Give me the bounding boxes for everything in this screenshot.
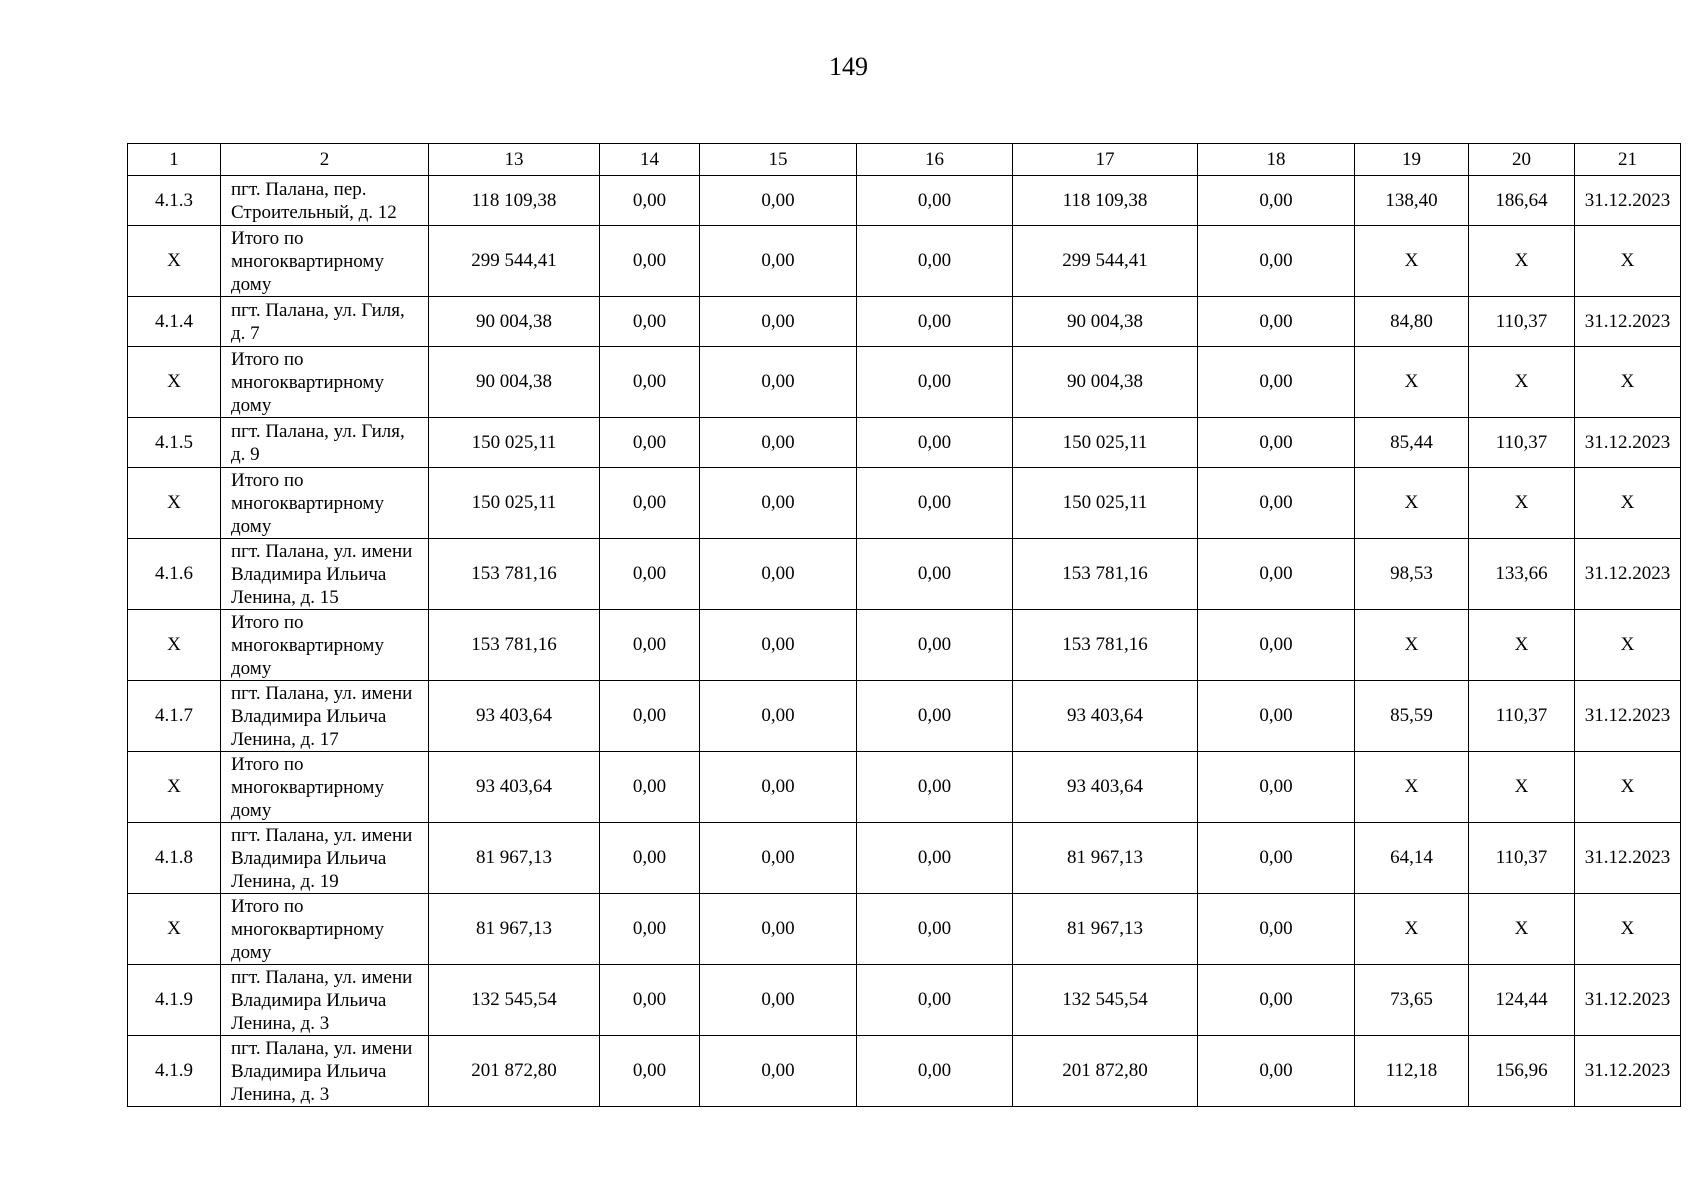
value-cell: 93 403,64 — [1013, 752, 1198, 823]
row-number: 4.1.9 — [128, 1036, 221, 1107]
address-cell: Итого по многоквартирному дому — [221, 226, 429, 297]
value-cell: 0,00 — [600, 226, 700, 297]
date-cell: X — [1575, 610, 1681, 681]
value-cell: 0,00 — [600, 418, 700, 468]
value-cell: 0,00 — [857, 965, 1013, 1036]
value-cell: 0,00 — [857, 297, 1013, 347]
value-cell: 93 403,64 — [1013, 681, 1198, 752]
value-cell: 299 544,41 — [1013, 226, 1198, 297]
table-row — [128, 418, 1681, 468]
address-cell: Итого по многоквартирному дому — [221, 752, 429, 823]
table-row — [128, 965, 1681, 1036]
value-cell: 118 109,38 — [1013, 176, 1198, 226]
value-cell: 64,14 — [1355, 823, 1469, 894]
column-header: 2 — [221, 144, 429, 176]
value-cell: 0,00 — [600, 539, 700, 610]
date-cell: X — [1575, 347, 1681, 418]
value-cell: 0,00 — [857, 539, 1013, 610]
date-cell: 31.12.2023 — [1575, 539, 1681, 610]
value-cell: 0,00 — [700, 176, 857, 226]
column-header: 17 — [1013, 144, 1198, 176]
value-cell: 0,00 — [600, 894, 700, 965]
value-cell: 0,00 — [700, 347, 857, 418]
table-row — [128, 539, 1681, 610]
row-number: X — [128, 226, 221, 297]
table-row — [128, 347, 1681, 418]
value-cell: X — [1469, 752, 1575, 823]
value-cell: X — [1469, 347, 1575, 418]
value-cell: 156,96 — [1469, 1036, 1575, 1107]
address-cell: пгт. Палана, ул. Гиля, д. 7 — [221, 297, 429, 347]
value-cell: 0,00 — [1198, 1036, 1355, 1107]
value-cell: 0,00 — [1198, 468, 1355, 539]
value-cell: 133,66 — [1469, 539, 1575, 610]
date-cell: X — [1575, 468, 1681, 539]
date-cell: 31.12.2023 — [1575, 297, 1681, 347]
value-cell: 112,18 — [1355, 1036, 1469, 1107]
table-row — [128, 468, 1681, 539]
value-cell: 0,00 — [700, 752, 857, 823]
value-cell: 0,00 — [600, 347, 700, 418]
table-row — [128, 226, 1681, 297]
row-number: X — [128, 752, 221, 823]
address-cell: пгт. Палана, ул. Гиля, д. 9 — [221, 418, 429, 468]
value-cell: 0,00 — [1198, 752, 1355, 823]
value-cell: X — [1469, 468, 1575, 539]
value-cell: 150 025,11 — [429, 468, 600, 539]
column-header: 1 — [128, 144, 221, 176]
value-cell: 186,64 — [1469, 176, 1575, 226]
date-cell: 31.12.2023 — [1575, 1036, 1681, 1107]
column-header: 20 — [1469, 144, 1575, 176]
table-row — [128, 1036, 1681, 1107]
value-cell: 0,00 — [857, 418, 1013, 468]
value-cell: 84,80 — [1355, 297, 1469, 347]
value-cell: 0,00 — [700, 226, 857, 297]
value-cell: 110,37 — [1469, 681, 1575, 752]
column-header: 15 — [700, 144, 857, 176]
value-cell: 153 781,16 — [1013, 610, 1198, 681]
address-cell: Итого по многоквартирному дому — [221, 610, 429, 681]
address-cell: пгт. Палана, ул. имени Владимира Ильича Ленина, д. 3 — [221, 1036, 429, 1107]
value-cell: 93 403,64 — [429, 752, 600, 823]
value-cell: 0,00 — [857, 176, 1013, 226]
row-number: X — [128, 610, 221, 681]
address-cell: пгт. Палана, ул. имени Владимира Ильича Ленина, д. 3 — [221, 965, 429, 1036]
value-cell: 132 545,54 — [1013, 965, 1198, 1036]
value-cell: X — [1355, 226, 1469, 297]
value-cell: 0,00 — [857, 347, 1013, 418]
value-cell: 90 004,38 — [429, 347, 600, 418]
column-header: 13 — [429, 144, 600, 176]
value-cell: 124,44 — [1469, 965, 1575, 1036]
table-row — [128, 894, 1681, 965]
value-cell: X — [1355, 347, 1469, 418]
value-cell: 0,00 — [700, 539, 857, 610]
address-cell: пгт. Палана, пер. Строительный, д. 12 — [221, 176, 429, 226]
value-cell: 0,00 — [700, 468, 857, 539]
value-cell: 110,37 — [1469, 823, 1575, 894]
row-number: X — [128, 894, 221, 965]
date-cell: X — [1575, 226, 1681, 297]
value-cell: 0,00 — [857, 823, 1013, 894]
value-cell: 0,00 — [1198, 965, 1355, 1036]
value-cell: 0,00 — [700, 1036, 857, 1107]
date-cell: X — [1575, 752, 1681, 823]
value-cell: 0,00 — [857, 468, 1013, 539]
address-cell: пгт. Палана, ул. имени Владимира Ильича Ленина, д. 17 — [221, 681, 429, 752]
row-number: 4.1.5 — [128, 418, 221, 468]
column-header: 14 — [600, 144, 700, 176]
address-cell: Итого по многоквартирному дому — [221, 347, 429, 418]
column-header: 19 — [1355, 144, 1469, 176]
value-cell: 0,00 — [600, 965, 700, 1036]
value-cell: 0,00 — [1198, 681, 1355, 752]
value-cell: 201 872,80 — [1013, 1036, 1198, 1107]
value-cell: 0,00 — [600, 752, 700, 823]
value-cell: 0,00 — [857, 226, 1013, 297]
data-table — [127, 143, 1681, 1107]
value-cell: 110,37 — [1469, 297, 1575, 347]
address-cell: Итого по многоквартирному дому — [221, 894, 429, 965]
value-cell: 0,00 — [1198, 610, 1355, 681]
value-cell: 0,00 — [857, 1036, 1013, 1107]
value-cell: 85,59 — [1355, 681, 1469, 752]
value-cell: 0,00 — [700, 894, 857, 965]
date-cell: 31.12.2023 — [1575, 823, 1681, 894]
value-cell: 0,00 — [700, 823, 857, 894]
value-cell: 0,00 — [600, 297, 700, 347]
value-cell: 0,00 — [600, 681, 700, 752]
value-cell: 0,00 — [1198, 347, 1355, 418]
value-cell: 0,00 — [1198, 226, 1355, 297]
value-cell: 0,00 — [857, 681, 1013, 752]
value-cell: X — [1355, 468, 1469, 539]
value-cell: 98,53 — [1355, 539, 1469, 610]
value-cell: 0,00 — [600, 823, 700, 894]
value-cell: 0,00 — [700, 610, 857, 681]
row-number: 4.1.7 — [128, 681, 221, 752]
value-cell: X — [1469, 894, 1575, 965]
date-cell: 31.12.2023 — [1575, 965, 1681, 1036]
value-cell: 118 109,38 — [429, 176, 600, 226]
row-number: X — [128, 468, 221, 539]
value-cell: 0,00 — [857, 752, 1013, 823]
value-cell: 110,37 — [1469, 418, 1575, 468]
value-cell: 150 025,11 — [1013, 418, 1198, 468]
value-cell: 81 967,13 — [1013, 823, 1198, 894]
value-cell: 0,00 — [1198, 823, 1355, 894]
table-row — [128, 823, 1681, 894]
row-number: 4.1.4 — [128, 297, 221, 347]
value-cell: 0,00 — [700, 297, 857, 347]
column-header: 16 — [857, 144, 1013, 176]
value-cell: 201 872,80 — [429, 1036, 600, 1107]
value-cell: 0,00 — [600, 1036, 700, 1107]
row-number: 4.1.8 — [128, 823, 221, 894]
date-cell: 31.12.2023 — [1575, 418, 1681, 468]
value-cell: 299 544,41 — [429, 226, 600, 297]
value-cell: 153 781,16 — [429, 539, 600, 610]
value-cell: 90 004,38 — [429, 297, 600, 347]
value-cell: 0,00 — [1198, 418, 1355, 468]
value-cell: 132 545,54 — [429, 965, 600, 1036]
value-cell: 93 403,64 — [429, 681, 600, 752]
value-cell: 81 967,13 — [1013, 894, 1198, 965]
value-cell: X — [1469, 610, 1575, 681]
table-row — [128, 681, 1681, 752]
value-cell: 90 004,38 — [1013, 347, 1198, 418]
value-cell: X — [1355, 752, 1469, 823]
value-cell: 81 967,13 — [429, 894, 600, 965]
table-row — [128, 297, 1681, 347]
value-cell: 0,00 — [600, 610, 700, 681]
value-cell: 150 025,11 — [429, 418, 600, 468]
value-cell: 0,00 — [1198, 894, 1355, 965]
value-cell: 0,00 — [700, 965, 857, 1036]
value-cell: 150 025,11 — [1013, 468, 1198, 539]
value-cell: 0,00 — [700, 418, 857, 468]
value-cell: 73,65 — [1355, 965, 1469, 1036]
value-cell: X — [1355, 610, 1469, 681]
address-cell: пгт. Палана, ул. имени Владимира Ильича Ленина, д. 15 — [221, 539, 429, 610]
value-cell: 138,40 — [1355, 176, 1469, 226]
column-header: 21 — [1575, 144, 1681, 176]
table-row — [128, 610, 1681, 681]
header-row — [128, 144, 1681, 176]
value-cell: 0,00 — [1198, 176, 1355, 226]
value-cell: 0,00 — [1198, 297, 1355, 347]
value-cell: 0,00 — [857, 894, 1013, 965]
column-header: 18 — [1198, 144, 1355, 176]
value-cell: 153 781,16 — [1013, 539, 1198, 610]
page-number: 149 — [829, 52, 868, 81]
value-cell: 0,00 — [600, 468, 700, 539]
date-cell: 31.12.2023 — [1575, 176, 1681, 226]
value-cell: X — [1355, 894, 1469, 965]
row-number: 4.1.6 — [128, 539, 221, 610]
table-row — [128, 752, 1681, 823]
address-cell: пгт. Палана, ул. имени Владимира Ильича Ленина, д. 19 — [221, 823, 429, 894]
value-cell: 0,00 — [700, 681, 857, 752]
address-cell: Итого по многоквартирному дому — [221, 468, 429, 539]
row-number: 4.1.3 — [128, 176, 221, 226]
row-number: 4.1.9 — [128, 965, 221, 1036]
row-number: X — [128, 347, 221, 418]
date-cell: X — [1575, 894, 1681, 965]
date-cell: 31.12.2023 — [1575, 681, 1681, 752]
value-cell: 85,44 — [1355, 418, 1469, 468]
value-cell: X — [1469, 226, 1575, 297]
value-cell: 153 781,16 — [429, 610, 600, 681]
value-cell: 81 967,13 — [429, 823, 600, 894]
table-row — [128, 176, 1681, 226]
value-cell: 90 004,38 — [1013, 297, 1198, 347]
value-cell: 0,00 — [1198, 539, 1355, 610]
value-cell: 0,00 — [600, 176, 700, 226]
value-cell: 0,00 — [857, 610, 1013, 681]
